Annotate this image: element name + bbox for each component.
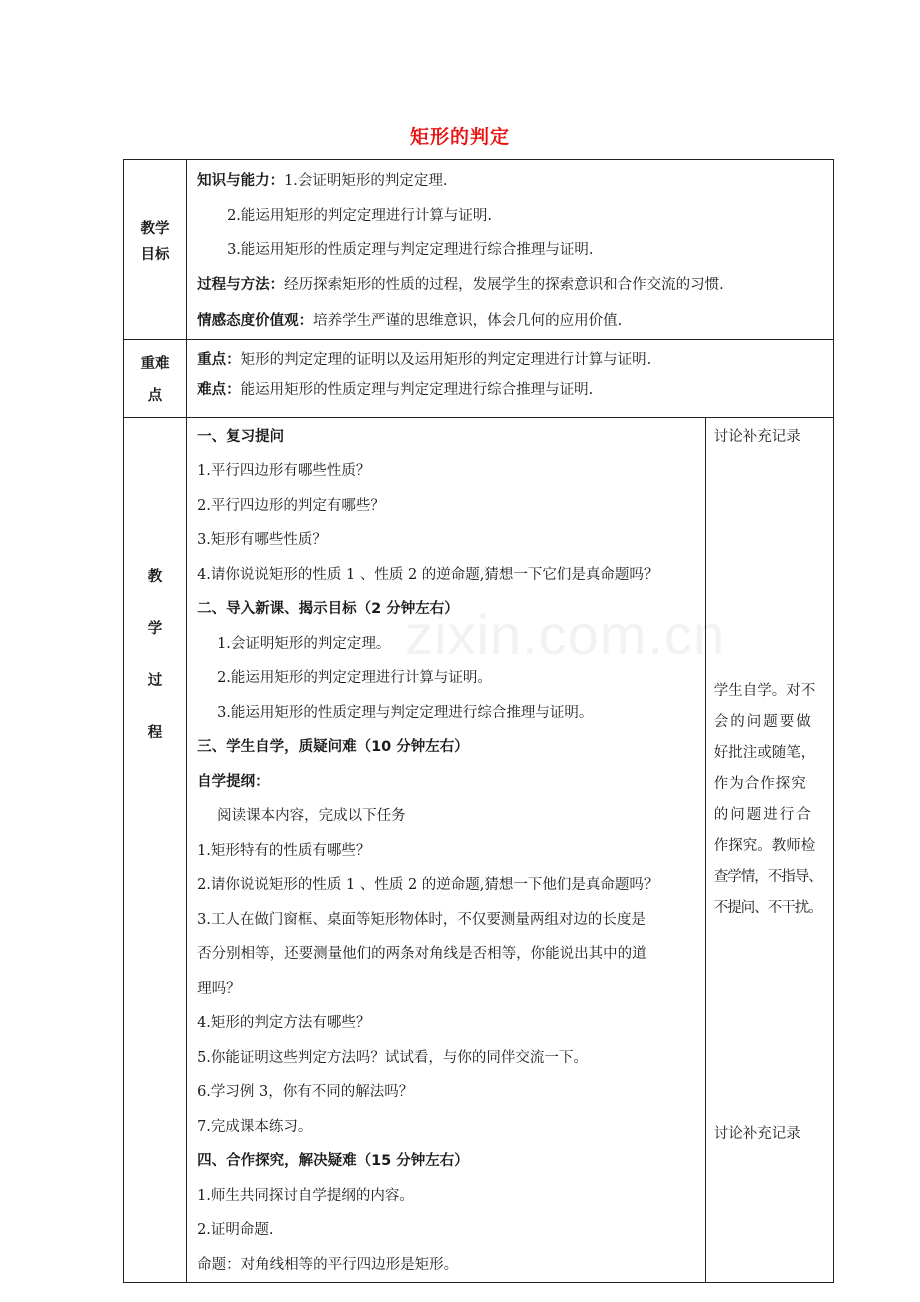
- lesson-goal: 2.能运用矩形的判定定理进行计算与证明。: [217, 670, 492, 686]
- lesson-goal: 1.会证明矩形的判定定理。: [217, 635, 391, 652]
- note-line: 的问题进行合: [713, 806, 813, 823]
- lesson-plan-table: [123, 159, 834, 1283]
- self-study-note: [706, 676, 834, 924]
- review-question: 3.矩形有哪些性质？: [197, 532, 327, 548]
- row-teaching-goals: [124, 160, 834, 340]
- difficult-point-text: 能运用矩形的性质定理与判定定理进行综合推理与证明.: [240, 381, 594, 398]
- note-line: 作为合作探究: [713, 775, 807, 792]
- review-question: 2.平行四边形的判定有哪些？: [197, 497, 385, 514]
- key-point: [187, 345, 833, 375]
- notes-column: [705, 417, 833, 1283]
- note-line: 不提问、不干扰。: [713, 899, 822, 916]
- difficult-point: [187, 375, 833, 405]
- note-line: 作探究。教师检: [713, 837, 816, 854]
- label-teaching-goals: [124, 160, 187, 340]
- outline-task: 2.请你说说矩形的性质 1 、性质 2 的逆命题,猜想一下他们是真命题吗？: [197, 877, 659, 893]
- key-point-label: 重点：: [197, 351, 241, 368]
- difficult-point-label: 难点：: [197, 381, 241, 398]
- goal-emotion: [187, 304, 833, 339]
- section-heading: 四、合作探究，解决疑难（15 分钟左右）: [197, 1153, 469, 1169]
- note-line: 会的问题要做: [713, 713, 813, 730]
- goal-process: [187, 268, 833, 303]
- row-teaching-process: [124, 417, 834, 1283]
- outline-task: 4.矩形的判定方法有哪些？: [197, 1015, 371, 1031]
- goal-item: 3.能运用矩形的性质定理与判定定理进行综合推理与证明.: [227, 242, 594, 258]
- goal-knowledge-text: 1.会证明矩形的判定定理.: [284, 173, 448, 189]
- note-line: 好批注或随笔，: [713, 744, 816, 761]
- notes-heading-bottom: 讨论补充记录: [713, 1125, 801, 1142]
- outline-task: 1.矩形特有的性质有哪些？: [197, 842, 371, 859]
- goal-knowledge: [187, 164, 833, 199]
- outline-task: 7.完成课本练习。: [197, 1118, 313, 1135]
- watermark: zixin.com.cn: [405, 603, 726, 666]
- goal-process-text: 经历探索矩形的性质的过程，发展学生的探索意识和合作交流的习惯.: [284, 276, 724, 293]
- label-line: 教学: [140, 221, 170, 237]
- outline-task: 3.工人在做门窗框、桌面等矩形物体时，不仅要测量两组对边的长度是: [197, 911, 646, 928]
- goal-process-label: 过程与方法：: [197, 276, 285, 293]
- label-char: 过: [147, 672, 163, 689]
- label-line: 重难: [140, 355, 170, 372]
- goal-emotion-text: 培养学生严谨的思维意识，体会几何的应用价值.: [313, 313, 623, 329]
- label-char: 学: [147, 620, 163, 637]
- goals-content: [187, 160, 834, 340]
- process-content: [187, 417, 706, 1283]
- goal-emotion-label: 情感态度价值观：: [197, 313, 314, 329]
- goal-item: 2.能运用矩形的判定定理进行计算与证明.: [227, 207, 493, 224]
- label-char: 教: [147, 568, 163, 585]
- section-heading: 三、学生自学，质疑问难（10 分钟左右）: [197, 739, 469, 755]
- section-heading: 一、复习提问: [197, 428, 285, 445]
- outline-task: 5.你能证明这些判定方法吗？试试看，与你的同伴交流一下。: [197, 1049, 588, 1066]
- outline-task: 6.学习例 3，你有不同的解法吗？: [197, 1084, 414, 1100]
- label-char: 程: [147, 724, 163, 741]
- label-key-points: [124, 339, 187, 417]
- outline-task-cont: 否分别相等，还要测量他们的两条对角线是否相等，你能说出其中的道: [197, 946, 647, 962]
- label-line: 点: [147, 387, 163, 404]
- label-teaching-process: [124, 417, 187, 1283]
- review-question: 4.请你说说矩形的性质 1 、性质 2 的逆命题,猜想一下它们是真命题吗？: [197, 566, 659, 583]
- review-question: 1.平行四边形有哪些性质？: [197, 463, 371, 479]
- coop-item: 命题：对角线相等的平行四边形是矩形。: [197, 1256, 459, 1273]
- section-heading: 二、导入新课、揭示目标（2 分钟左右）: [197, 601, 459, 617]
- outline-title: 自学提纲：: [197, 773, 270, 790]
- coop-item: 2.证明命题.: [197, 1222, 274, 1238]
- goal-knowledge-label: 知识与能力：: [197, 173, 285, 189]
- key-point-text: 矩形的判定定理的证明以及运用矩形的判定定理进行计算与证明.: [240, 351, 652, 368]
- label-line: 目标: [140, 247, 170, 263]
- lesson-goal: 3.能运用矩形的性质定理与判定定理进行综合推理与证明。: [217, 704, 594, 721]
- row-key-points: [124, 339, 834, 417]
- coop-item: 1.师生共同探讨自学提纲的内容。: [197, 1187, 414, 1204]
- note-line: 查学情，不指导、: [713, 868, 822, 885]
- key-points-content: [187, 339, 834, 417]
- outline-task-cont: 理吗？: [197, 980, 241, 997]
- document-title: 矩形的判定: [409, 126, 510, 148]
- note-line: 学生自学。对不: [713, 682, 816, 699]
- outline-intro: 阅读课本内容，完成以下任务: [217, 808, 406, 824]
- notes-heading-top: 讨论补充记录: [713, 428, 801, 445]
